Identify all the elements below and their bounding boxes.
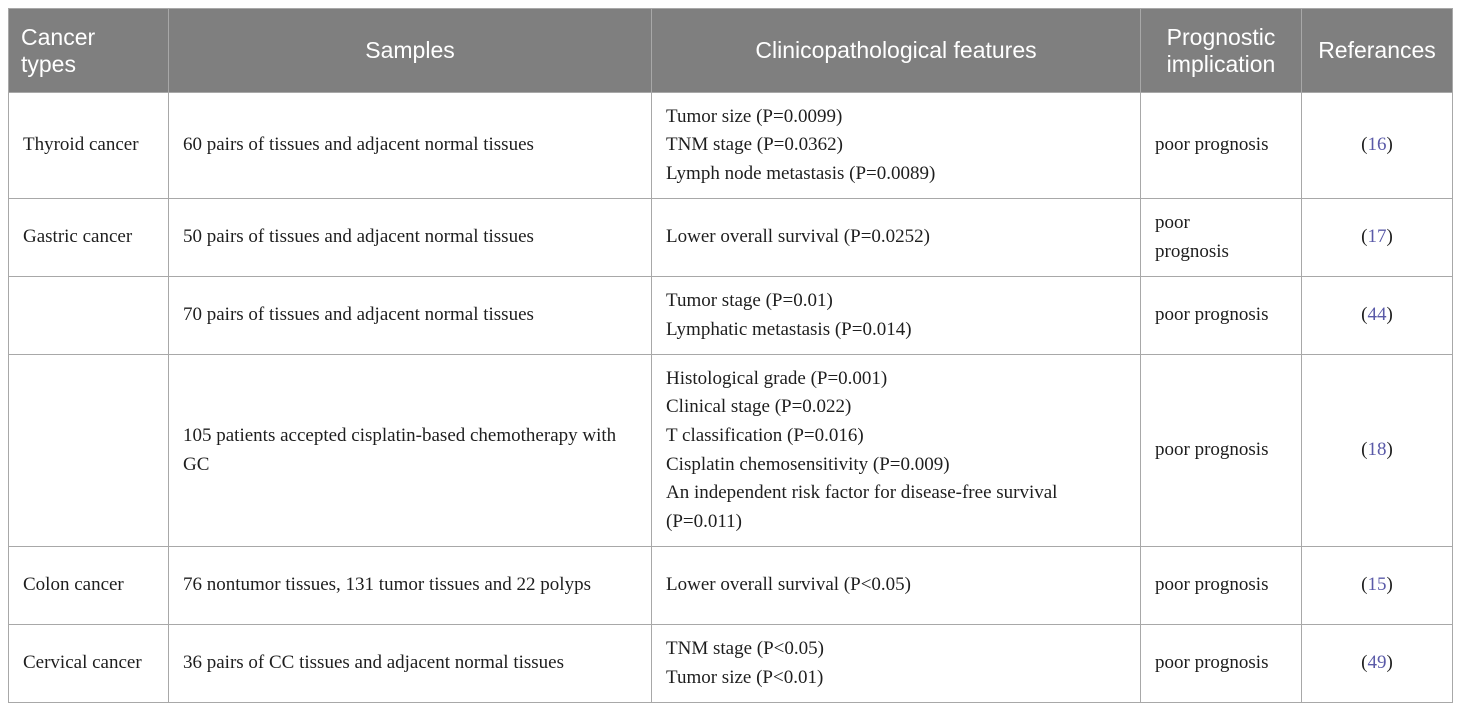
features-cell — [652, 547, 1141, 625]
cancer-type-cell — [9, 625, 169, 703]
prognosis-text: poor prognosis — [1155, 211, 1229, 262]
reference-cell: (15) — [1302, 547, 1453, 625]
feature-item: Cisplatin chemosensitivity (P=0.009) — [666, 453, 950, 475]
table-row — [9, 625, 1453, 703]
header-row — [9, 9, 1453, 93]
features-cell — [652, 277, 1141, 355]
feature-item: TNM stage (P<0.05) — [666, 637, 824, 659]
reference-cell: (17) — [1302, 199, 1453, 277]
samples-cell: 105 patients accepted cisplatin-based chemotherapy with GC — [169, 355, 652, 547]
prognosis-cell: poor prognosis — [1141, 93, 1302, 199]
features-cell — [652, 355, 1141, 547]
feature-item: Lower overall survival (P=0.0252) — [666, 226, 930, 248]
table-row — [9, 277, 1453, 355]
header-prognostic-implication: Prognostic implication — [1141, 9, 1302, 93]
samples-cell: 36 pairs of CC tissues and adjacent normal tissues — [169, 625, 652, 703]
reference-link[interactable]: 18 — [1367, 439, 1387, 461]
reference-link[interactable]: 44 — [1367, 304, 1387, 326]
feature-item: An independent risk factor for disease-free survival (P=0.011) — [666, 482, 1058, 532]
table-body — [9, 93, 1453, 703]
cancer-type-cell — [9, 355, 169, 547]
feature-item: Tumor stage (P=0.01) — [666, 289, 833, 311]
feature-item: Clinical stage (P=0.022) — [666, 396, 852, 418]
cancer-type-cell — [9, 277, 169, 355]
samples-cell: 60 pairs of tissues and adjacent normal tissues — [169, 93, 652, 199]
reference-cell: (18) — [1302, 355, 1453, 547]
features-cell — [652, 625, 1141, 703]
feature-item: Histological grade (P=0.001) — [666, 367, 888, 389]
table-row — [9, 93, 1453, 199]
feature-item: Tumor size (P=0.0099) — [666, 105, 843, 127]
cancer-type-cell — [9, 93, 169, 199]
cancer-type-text: Cervical cancer — [23, 652, 142, 674]
header-references: Referances — [1302, 9, 1453, 93]
features-cell — [652, 199, 1141, 277]
feature-item: TNM stage (P=0.0362) — [666, 134, 843, 156]
header-samples: Samples — [169, 9, 652, 93]
samples-cell: 70 pairs of tissues and adjacent normal tissues — [169, 277, 652, 355]
table-row — [9, 355, 1453, 547]
reference-cell: (49) — [1302, 625, 1453, 703]
prognosis-cell: poor prognosis — [1141, 277, 1302, 355]
data-table — [8, 8, 1453, 703]
table-header — [9, 9, 1453, 93]
prognosis-cell: poor prognosis — [1141, 355, 1302, 547]
cancer-type-text: Gastric cancer — [23, 226, 133, 248]
reference-link[interactable]: 16 — [1367, 134, 1387, 156]
prognosis-cell: poor prognosis — [1141, 547, 1302, 625]
header-clinicopathological-features: Clinicopathological features — [652, 9, 1141, 93]
table-row — [9, 199, 1453, 277]
cancer-type-cell: Colon cancer — [9, 547, 169, 625]
reference-link[interactable]: 15 — [1367, 574, 1387, 596]
prognosis-cell — [1141, 199, 1302, 277]
feature-item: T classification (P=0.016) — [666, 424, 864, 446]
reference-link[interactable]: 17 — [1367, 226, 1387, 248]
prognosis-cell: poor prognosis — [1141, 625, 1302, 703]
header-cancer-types: Cancer types — [9, 9, 169, 93]
features-cell — [652, 93, 1141, 199]
cancer-type-text: Thyroid cancer — [23, 134, 139, 156]
feature-item: Lower overall survival (P<0.05) — [666, 574, 911, 596]
samples-cell: 76 nontumor tissues, 131 tumor tissues and 22 polyps — [169, 547, 652, 625]
cancer-type-cell — [9, 199, 169, 277]
reference-cell: (44) — [1302, 277, 1453, 355]
table-row — [9, 547, 1453, 625]
reference-cell: (16) — [1302, 93, 1453, 199]
feature-item: Lymphatic metastasis (P=0.014) — [666, 318, 912, 340]
feature-item: Lymph node metastasis (P=0.0089) — [666, 162, 936, 184]
reference-link[interactable]: 49 — [1367, 652, 1387, 674]
feature-item: Tumor size (P<0.01) — [666, 666, 824, 688]
samples-cell: 50 pairs of tissues and adjacent normal tissues — [169, 199, 652, 277]
